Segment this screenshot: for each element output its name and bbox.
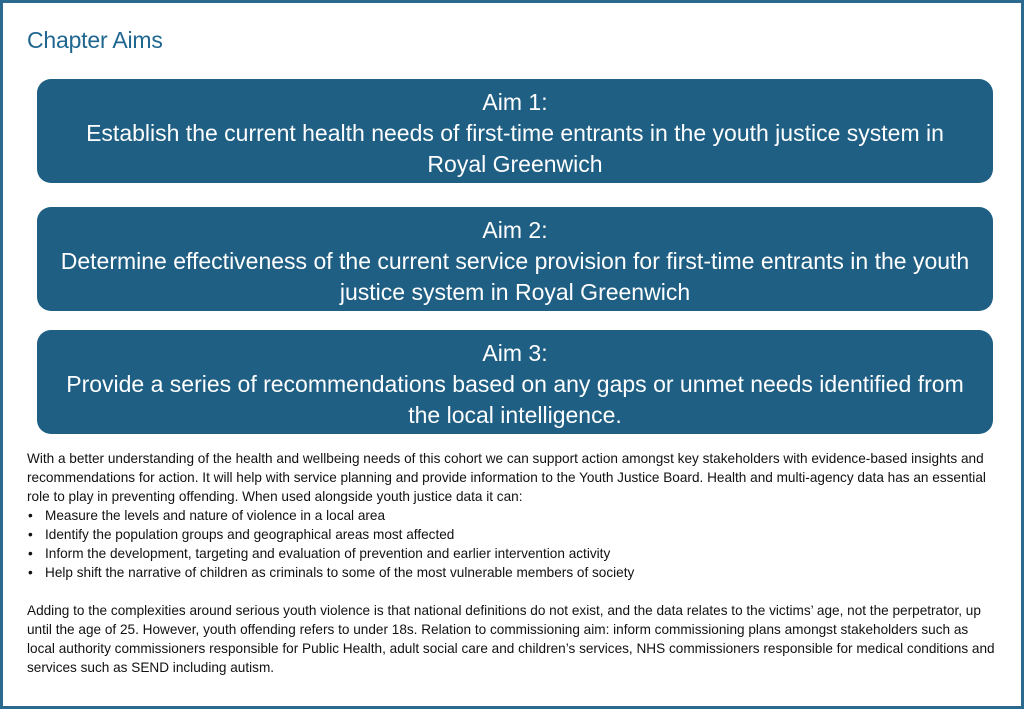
body-text [27, 449, 997, 677]
aim-3-box [37, 330, 993, 434]
aim-2-box [37, 207, 993, 311]
aim-1-box [37, 79, 993, 183]
list-item [27, 525, 997, 544]
list-item [27, 563, 997, 582]
aim-2-heading: Aim 2: [482, 217, 548, 243]
list-item-text: Measure the levels and nature of violence in a local area [45, 508, 386, 523]
list-item [27, 544, 997, 563]
list-item-text: Inform the development, targeting and evaluation of prevention and earlier intervention activity [45, 546, 611, 561]
list-item-text: Identify the population groups and geographical areas most affected [45, 527, 455, 542]
bullet-icon: • [28, 508, 33, 523]
paragraph-spacer [27, 582, 997, 601]
bullet-list [27, 506, 997, 582]
list-item [27, 506, 997, 525]
aim-3-heading: Aim 3: [482, 340, 548, 366]
aim-3-text: Provide a series of recommendations based on any gaps or unmet needs identified from the local intelligence. [66, 371, 964, 428]
aim-1-text: Establish the current health needs of first-time entrants in the youth justice system in Royal Greenwich [86, 120, 944, 177]
aim-2-text: Determine effectiveness of the current service provision for first-time entrants in the youth justice system in Royal Greenwich [60, 248, 970, 305]
bullet-icon: • [28, 565, 33, 580]
page-title: Chapter Aims [27, 27, 163, 53]
bullet-icon: • [28, 527, 33, 542]
bullet-icon: • [28, 546, 33, 561]
intro-paragraph: With a better understanding of the health and wellbeing needs of this cohort we can support action amongst key stakeholders with evidence-based insights and recommendations for action. It will help with service planning and provide information to the Youth Justice Board. Health and multi-agency data has an essential role to play in preventing offending. When used alongside youth justice data it can: [27, 451, 986, 504]
list-item-text: Help shift the narrative of children as criminals to some of the most vulnerable members of society [45, 565, 635, 580]
closing-paragraph: Adding to the complexities around serious youth violence is that national definitions do not exist, and the data relates to the victims’ age, not the perpetrator, up until the age of 25. However, youth offending refers to under 18s. Relation to commissioning aim: inform commissioning plans amongst stakeholders such as local authority commissioners responsible for Public Health, adult social care and children’s services, NHS commissioners responsible for medical conditions and services such as SEND including autism. [27, 603, 995, 675]
aim-1-heading: Aim 1: [482, 89, 548, 115]
